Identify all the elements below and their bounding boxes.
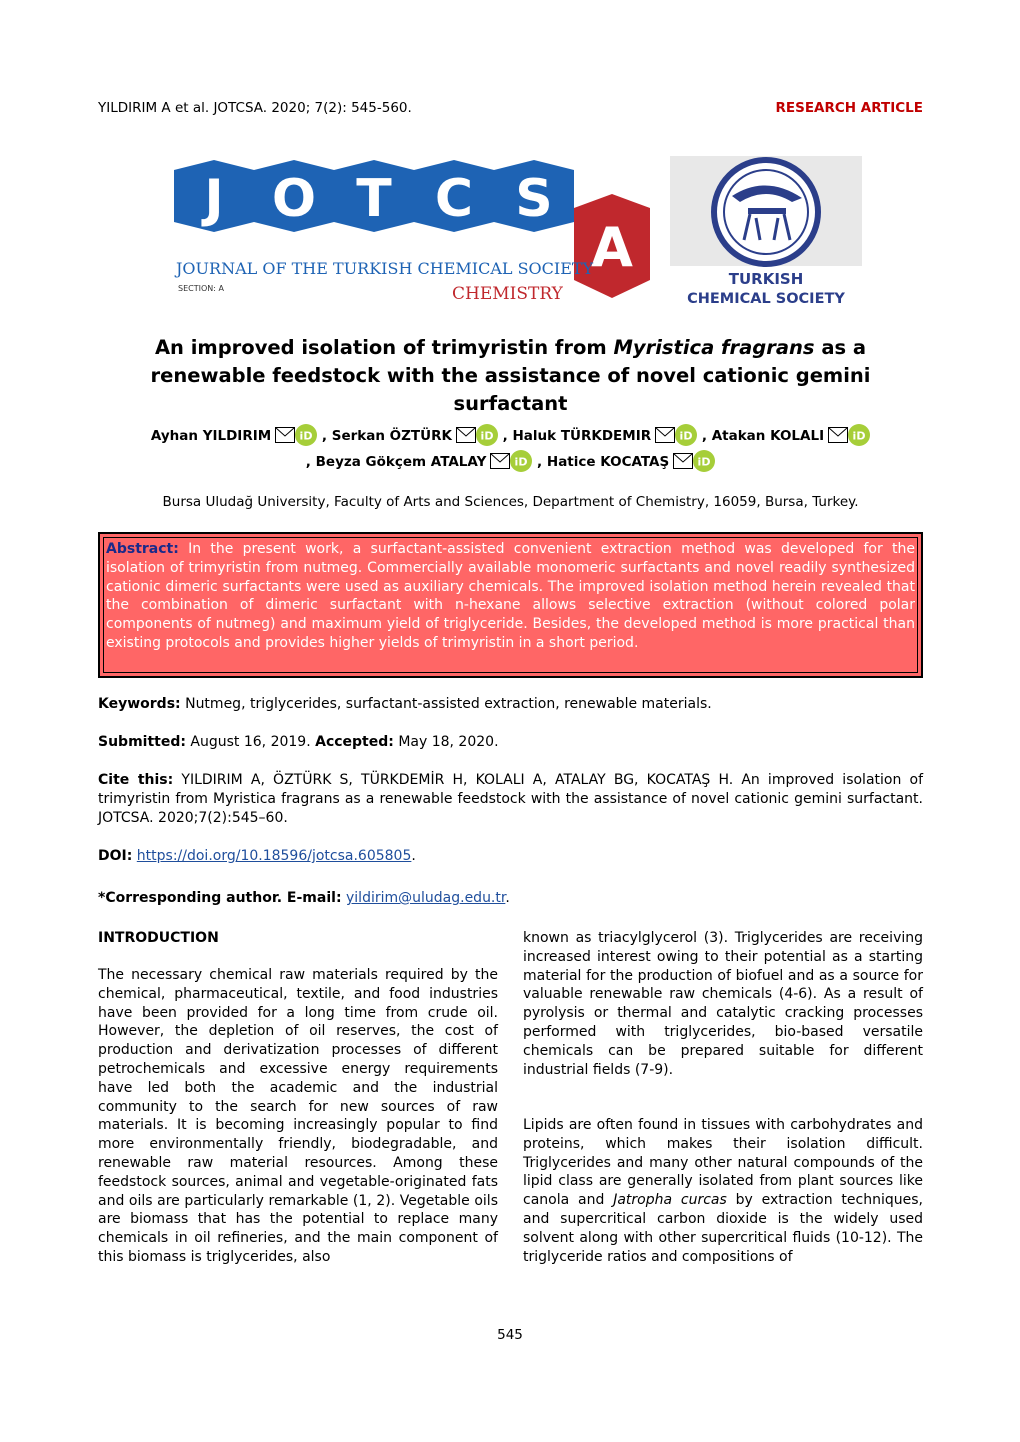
email-icon[interactable] (490, 453, 510, 469)
species-italic: Jatropha curcas (613, 1192, 727, 1209)
cite-this: Cite this: YILDIRIM A, ÖZTÜRK S, TÜRKDEMİR H, KOLALI A, ATALAY BG, KOCATAŞ H. An improved isolation of trimyristin from Myristica fragrans as a renewable feedstock with the assistance of novel cationic gemini surfactant. JOTCSA. 2020;7(2):545–60. (98, 772, 923, 826)
email-icon[interactable] (655, 427, 675, 443)
orcid-icon[interactable] (675, 424, 697, 446)
article-title: An improved isolation of trimyristin from Myristica fragrans as a renewable feedstock with the assistance of novel cationic gemini surfactant (150, 336, 871, 415)
doi: DOI: https://doi.org/10.18596/jotcsa.605805. (98, 848, 416, 864)
intro-paragraph-left: The necessary chemical raw materials required by the chemical, pharmaceutical, textile, and food industries have been provided for a long time from crude oil. However, the depletion of oil reserves, the cost of production and derivatization processes of different petrochemicals and excessive energy requirements have led both the academic and the industrial community to the search for new sources of raw materials. It is becoming increasingly popular to find more environmentally friendly, biodegradable, and renewable raw material resources. Among these feedstock sources, animal and vegetable-originated fats and oils are particularly remarkable (1, 2). Vegetable oils are biomass that has the potential to replace many chemicals in oil refineries, and the main component of this biomass is triglycerides, also (98, 967, 498, 1265)
email-icon[interactable] (275, 427, 295, 443)
orcid-icon[interactable] (476, 424, 498, 446)
author-line-1: Ayhan YILDIRIM iD , Serkan ÖZTÜRK iD , Haluk TÜRKDEMIR iD , Atakan KOLALI iD (98, 423, 923, 449)
orcid-icon[interactable] (848, 424, 870, 446)
logo-letter: J (204, 169, 224, 229)
email-icon[interactable] (673, 453, 693, 469)
logo-letter: C (434, 169, 474, 229)
article-type-label: RESEARCH ARTICLE (775, 100, 923, 116)
keywords: Keywords: Nutmeg, triglycerides, surfactant-assisted extraction, renewable materials. (98, 696, 712, 712)
intro-paragraph-right-1: known as triacylglycerol (3). Triglycerides are receiving increased interest owing to their potential as a starting material for the production of biofuel and as a source for valuable renewable raw chemicals (4-6). As a result of pyrolysis or thermal and catalytic cracking processes performed with triglycerides, bio-based versatile chemicals can be prepared suitable for different industrial fields (7-9). (523, 930, 923, 1078)
svg-text:iD: iD (480, 429, 494, 443)
svg-text:iD: iD (514, 455, 528, 469)
svg-text:iD: iD (697, 455, 711, 469)
email-icon[interactable] (456, 427, 476, 443)
doi-link[interactable]: https://doi.org/10.18596/jotcsa.605805 (136, 848, 412, 864)
svg-text:iD: iD (679, 429, 693, 443)
section-letter: A (591, 216, 633, 279)
abstract-box (98, 532, 923, 678)
svg-text:iD: iD (852, 429, 866, 443)
running-header-citation: YILDIRIM A et al. JOTCSA. 2020; 7(2): 545-560. (98, 100, 412, 116)
section-heading-introduction: INTRODUCTION (98, 930, 219, 946)
abstract-text: Abstract: In the present work, a surfactant-assisted convenient extraction method was developed for the isolation of trimyristin from nutmeg. Commercially available monomeric surfactants and novel readily synthesized cationic dimeric surfactants were used as auxiliary chemicals. The improved isolation method herein revealed that the combination of dimeric surfactant with n-hexane allows selective extraction (without colored polar components of nutmeg) and maximum yield of triglyceride. Besides, the developed method is more practical than existing protocols and provides higher yields of trimyristin in a short period. (106, 541, 915, 651)
author-name: Serkan ÖZTÜRK (331, 428, 452, 444)
email-link[interactable]: yildirim@uludag.edu.tr (346, 890, 506, 906)
author-line-2: , Beyza Gökçem ATALAY iD , Hatice KOCATAŞ iD (98, 449, 923, 475)
author-name: Beyza Gökçem ATALAY (315, 454, 487, 470)
society-logo (670, 156, 862, 308)
intro-paragraph-right-2: Lipids are often found in tissues with carbohydrates and proteins, which makes their isolation difficult. Triglycerides and many other natural compounds of the lipid class are generally isolated from plant sources like canola and Jatropha curcas by extraction techniques, and supercritical carbon dioxide is the widely used solvent along with other supercritical fluids (10-12). The triglyceride ratios and compositions of (523, 1117, 923, 1265)
submission-dates: Submitted: August 16, 2019. Accepted: May 18, 2020. (98, 734, 499, 750)
orcid-icon[interactable] (295, 424, 317, 446)
title-species-italic: Myristica fragrans (613, 336, 815, 359)
journal-section-label: SECTION: A (178, 284, 224, 293)
logo-letter: T (356, 169, 392, 229)
email-icon[interactable] (828, 427, 848, 443)
orcid-icon[interactable] (693, 450, 715, 472)
orcid-icon[interactable] (510, 450, 532, 472)
author-name: Hatice KOCATAŞ (546, 454, 670, 470)
journal-chemistry-label: CHEMISTRY (452, 284, 563, 304)
author-name: Haluk TÜRKDEMIR (512, 428, 652, 444)
logo-letter: S (515, 169, 553, 229)
corresponding-author: *Corresponding author. E-mail: yildirim@uludag.edu.tr. (98, 890, 510, 906)
svg-text:iD: iD (299, 429, 313, 443)
author-name: Atakan KOLALI (711, 428, 825, 444)
logo-letter: O (271, 169, 317, 229)
society-name-line2: CHEMICAL SOCIETY (687, 291, 845, 307)
page-number: 545 (497, 1327, 523, 1343)
affiliation: Bursa Uludağ University, Faculty of Arts and Sciences, Department of Chemistry, 16059, Bursa, Turkey. (162, 494, 859, 510)
journal-name: JOURNAL OF THE TURKISH CHEMICAL SOCIETY (176, 259, 594, 278)
journal-logo (174, 160, 654, 305)
society-name-line1: TURKISH (728, 270, 804, 288)
abstract-label: Abstract: (106, 541, 179, 557)
author-name: Ayhan YILDIRIM (150, 428, 272, 444)
